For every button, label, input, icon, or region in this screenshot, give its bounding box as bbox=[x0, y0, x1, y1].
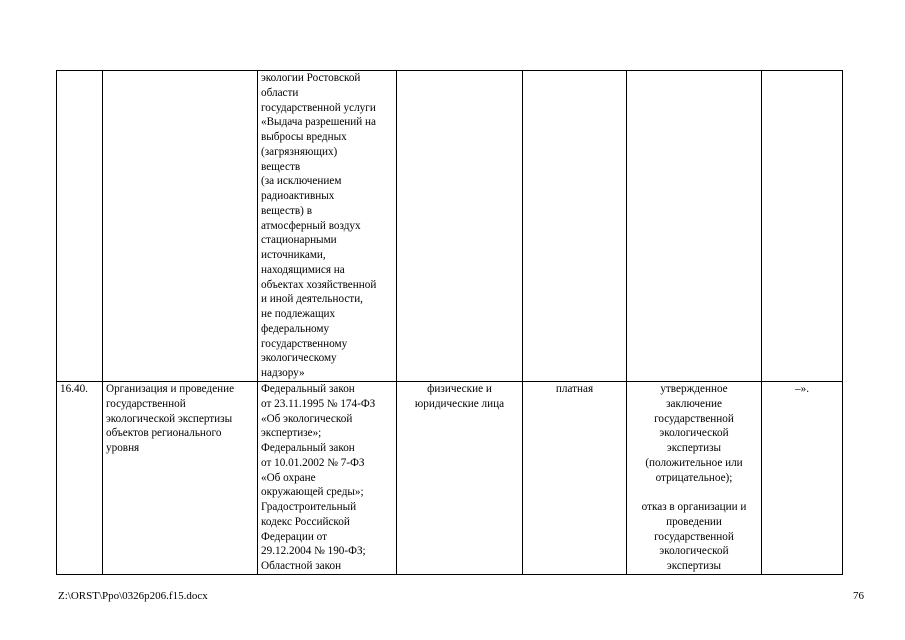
service-name-lines bbox=[106, 382, 254, 456]
text-line: утвержденное bbox=[660, 383, 728, 395]
text-line: экспертизы bbox=[666, 560, 722, 572]
cell-payment bbox=[523, 71, 627, 382]
text-line: кодекс Российской bbox=[261, 515, 350, 528]
text-line: окружающей среды»; bbox=[261, 486, 364, 499]
cell-applicants bbox=[397, 382, 523, 575]
services-table bbox=[56, 70, 843, 575]
cell-service-name bbox=[103, 71, 258, 382]
text-line: Федеральный закон bbox=[261, 442, 355, 454]
text-line: атмосферный воздух bbox=[261, 219, 361, 232]
text-line: выбросы вредных bbox=[261, 131, 347, 143]
text-line: экологии Ростовской bbox=[261, 72, 361, 84]
cell-result bbox=[627, 382, 762, 575]
text-line: Областной закон bbox=[261, 560, 342, 572]
text-line: государственной услуги bbox=[261, 101, 376, 114]
text-line: отрицательное); bbox=[655, 471, 733, 484]
legal-basis-lines bbox=[261, 71, 393, 381]
text-line: экспертизе»; bbox=[261, 427, 322, 440]
text-line: экспертизы bbox=[666, 442, 722, 454]
cell-number bbox=[57, 71, 103, 382]
cell-last bbox=[762, 71, 843, 382]
text-line: «Выдача разрешений на bbox=[261, 116, 376, 129]
text-line: проведении bbox=[666, 515, 722, 528]
text-line: государственной bbox=[654, 412, 734, 425]
text-line: Федерации от bbox=[261, 530, 327, 543]
text-line: федеральному bbox=[261, 322, 330, 335]
text-line: Градостроительный bbox=[261, 501, 357, 513]
footer-file-path: Z:\ORST\Ppo\0326p206.f15.docx bbox=[58, 590, 208, 602]
text-line: веществ) в bbox=[261, 204, 312, 217]
text-line: заключение bbox=[666, 397, 722, 410]
cell-number: 16.40. bbox=[57, 382, 103, 575]
page-number: 76 bbox=[853, 590, 864, 602]
text-line bbox=[630, 485, 758, 500]
text-line: стационарными bbox=[261, 234, 337, 247]
text-line: физические и bbox=[427, 383, 492, 395]
text-line: от 23.11.1995 № 174-ФЗ bbox=[261, 397, 376, 410]
text-line: государственному bbox=[261, 337, 348, 350]
text-line: экологической bbox=[659, 427, 729, 440]
cell-payment: платная bbox=[523, 382, 627, 575]
text-line: экологическому bbox=[261, 352, 337, 365]
text-line: не подлежащих bbox=[261, 308, 336, 320]
text-line: уровня bbox=[106, 442, 140, 454]
text-line: области bbox=[261, 86, 299, 99]
text-line: объектах хозяйственной bbox=[261, 278, 377, 291]
text-line: находящимися на bbox=[261, 263, 345, 276]
text-line: экологической bbox=[659, 545, 729, 558]
text-line: источниками, bbox=[261, 249, 326, 261]
cell-last: –». bbox=[762, 382, 843, 575]
table-row-16-40 bbox=[57, 382, 843, 575]
text-line: государственной bbox=[654, 530, 734, 543]
text-line: объектов регионального bbox=[106, 427, 222, 440]
legal-basis-lines bbox=[261, 382, 393, 574]
text-line: государственной bbox=[106, 397, 186, 410]
text-line: 29.12.2004 № 190-ФЗ; bbox=[261, 545, 366, 558]
text-line: отказ в организации и bbox=[641, 501, 747, 513]
text-line: юридические лица bbox=[414, 397, 505, 410]
text-line: от 10.01.2002 № 7-ФЗ bbox=[261, 456, 365, 469]
cell-legal-basis bbox=[258, 71, 397, 382]
applicants-lines bbox=[400, 382, 519, 412]
text-line: (за исключением bbox=[261, 175, 342, 188]
text-line: надзору» bbox=[261, 367, 305, 379]
text-line: «Об охране bbox=[261, 471, 316, 484]
cell-result bbox=[627, 71, 762, 382]
text-line: экологической экспертизы bbox=[106, 412, 233, 425]
text-line: и иной деятельности, bbox=[261, 293, 363, 306]
text-line: Организация и проведение bbox=[106, 383, 235, 395]
result-lines bbox=[630, 382, 758, 574]
text-line: веществ bbox=[261, 160, 301, 173]
text-line: (положительное или bbox=[645, 456, 743, 469]
text-line: радиоактивных bbox=[261, 190, 335, 202]
text-line: «Об экологической bbox=[261, 412, 353, 425]
text-line: (загрязняющих) bbox=[261, 145, 338, 158]
cell-applicants bbox=[397, 71, 523, 382]
table-row-continued bbox=[57, 71, 843, 382]
cell-legal-basis bbox=[258, 382, 397, 575]
text-line: Федеральный закон bbox=[261, 383, 355, 395]
cell-service-name bbox=[103, 382, 258, 575]
